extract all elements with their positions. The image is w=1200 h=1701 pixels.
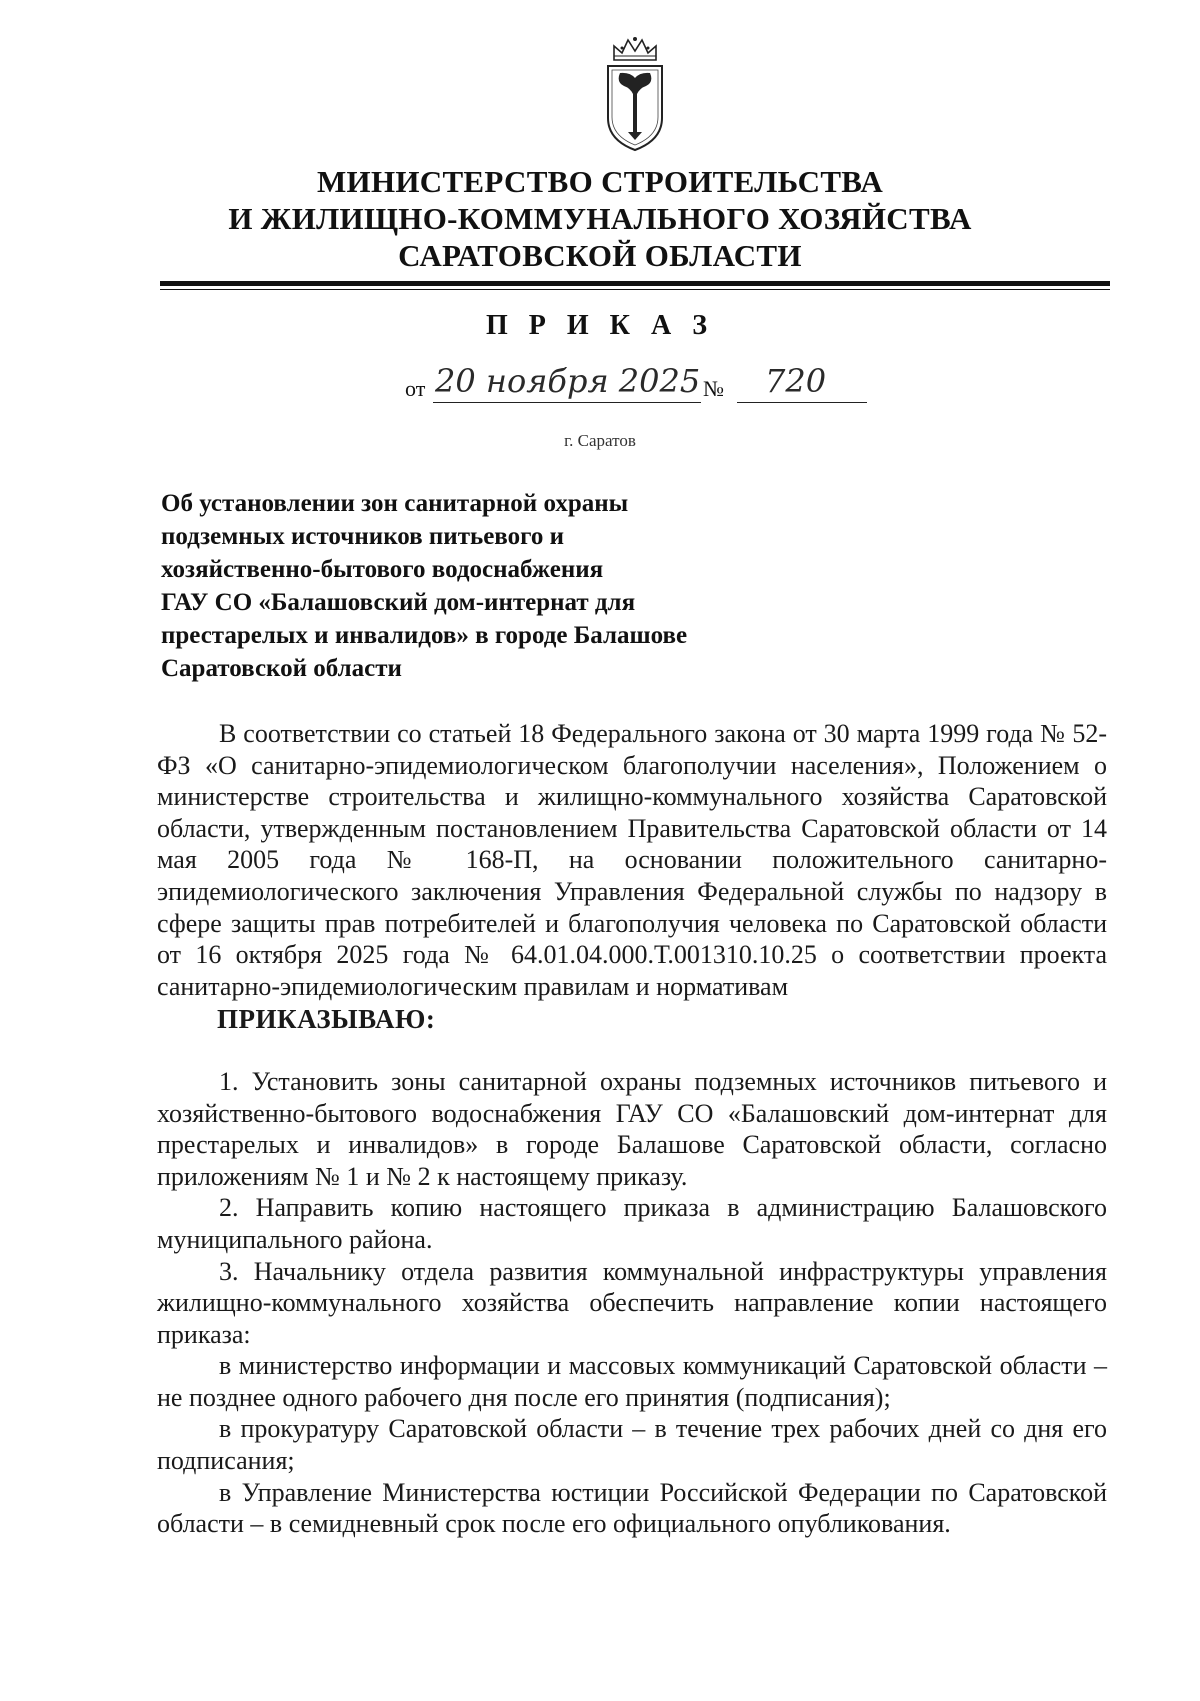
date-prefix: от [405,376,426,401]
saratov-oblast-coat-of-arms-icon [600,36,670,154]
header-divider-thick [160,281,1110,286]
order-paragraph: 2. Направить копию настоящего приказа в администрацию Балашовского муниципального района. [157,1193,1107,1254]
order-paragraph: 1. Установить зоны санитарной охраны подземных источников питьевого и хозяйственно-бытового водоснабжения ГАУ СО «Балашовский дом-интернат для престарелых и инвалидов» в городе Балашове Саратовской области, согласно приложениям № 1 и № 2 к настоящему приказу. [157,1066,1107,1191]
number-underline [737,402,867,403]
date-underline [433,402,701,403]
header-divider-thin [160,289,1110,290]
order-paragraph: 3. Начальнику отдела развития коммунальной инфраструктуры управления жилищно-коммунального хозяйства обеспечить направление копии настоящего приказа: [157,1256,1107,1349]
ministry-name-line: САРАТОВСКОЙ ОБЛАСТИ [398,238,802,273]
handwritten-number: 720 [765,362,827,400]
ministry-name [0,163,1200,274]
subject-line: Об установлении зон санитарной охраны [161,490,629,517]
order-body [157,718,1107,1540]
order-paragraph: в прокуратуру Саратовской области – в течение трех рабочих дней со дня его подписания; [157,1414,1107,1476]
ministry-name-line: И ЖИЛИЩНО-КОММУНАЛЬНОГО ХОЗЯЙСТВА [228,201,972,236]
handwritten-date: 20 ноября 2025 [435,362,701,400]
subject-line: Саратовской области [161,655,402,682]
subject-line: хозяйственно-бытового водоснабжения [161,556,604,583]
order-subject [161,487,841,685]
order-paragraph: в министерство информации и массовых коммуникаций Саратовской области – не позднее одного рабочего дня после его принятия (подписания); [157,1351,1107,1412]
subject-line: ГАУ СО «Балашовский дом-интернат для [161,589,636,616]
city-label: г. Саратов [564,431,636,450]
subject-line: подземных источников питьевого и [161,523,565,550]
order-paragraph: в Управление Министерства юстиции Российской Федерации по Саратовской области – в семидневный срок после его официального опубликования. [157,1477,1107,1539]
ministry-name-line: МИНИСТЕРСТВО СТРОИТЕЛЬСТВА [316,164,884,199]
order-directive-word: ПРИКАЗЫВАЮ: [217,1004,436,1035]
preamble-paragraph: В соответствии со статьей 18 Федерального закона от 30 марта 1999 года № 52-ФЗ «О санитарно-эпидемиологическом благополучии населения», Положением о министерстве строительства и жилищно-коммунального хозяйства Саратовской области, утвержденным постановлением Правительства Саратовской области от 14 мая 2005 года № 168-П, на основании положительного санитарно-эпидемиологического заключения Управления Федеральной службы по надзору в сфере защиты прав потребителей и благополучия человека по Саратовской области от 16 октября 2025 года № 64.01.04.000.Т.001310.10.25 о соответствии проекта санитарно-эпидемиологическим правилам и нормативам [157,719,1107,1001]
document-type-title: П Р И К А З [486,310,714,341]
subject-line: престарелых и инвалидов» в городе Балашове [161,622,688,649]
number-prefix: № [703,376,724,401]
order-date-number [405,362,905,410]
